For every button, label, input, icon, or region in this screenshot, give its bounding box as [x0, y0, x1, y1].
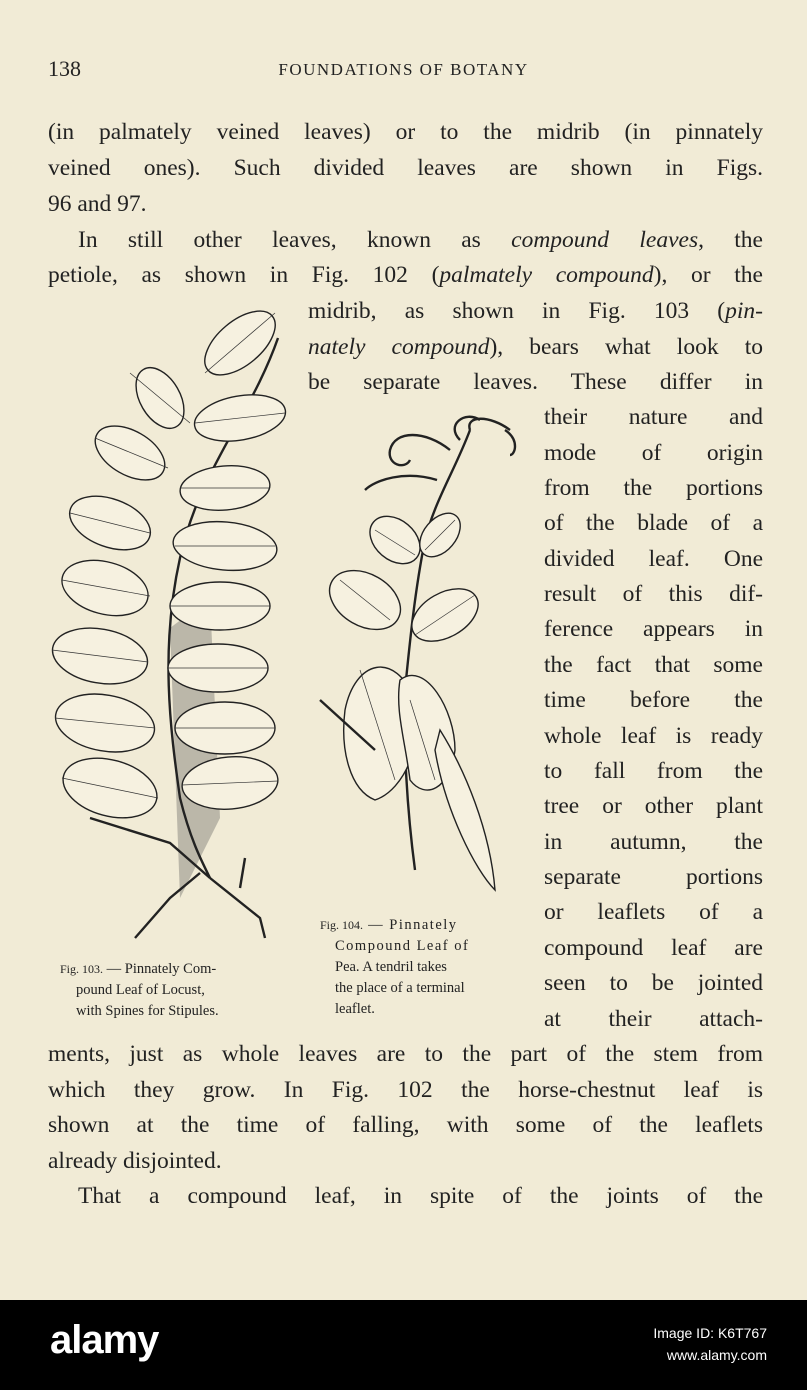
- alamy-logo: alamy: [50, 1318, 159, 1362]
- text-line: ments, just as whole leaves are to the part of the stem from: [48, 1041, 763, 1067]
- fig103-caption-line: pound Leaf of Locust,: [76, 982, 205, 998]
- text-line: of the blade of a: [544, 510, 763, 536]
- fig104-label: Fig. 104.: [320, 918, 364, 932]
- text-line: separate portions: [544, 864, 763, 890]
- text-line: from the portions: [544, 475, 763, 501]
- text-line: 96 and 97.: [48, 191, 147, 217]
- fig104-caption-line: the place of a terminal: [335, 980, 465, 996]
- text-line: shown at the time of falling, with some of the leaflets: [48, 1112, 763, 1138]
- text-line: In still other leaves, known as compound leaves, the: [78, 227, 763, 253]
- text-line: veined ones). Such divided leaves are shown in Figs.: [48, 155, 763, 181]
- text-line: (in palmately veined leaves) or to the midrib (in pinnately: [48, 119, 763, 145]
- page-number: 138: [48, 56, 81, 81]
- text-line: time before the: [544, 687, 763, 713]
- fig103-label: Fig. 103.: [60, 962, 104, 976]
- text-line: nately compound), bears what look to: [308, 334, 763, 360]
- text-line: or leaflets of a: [544, 899, 763, 925]
- text-line: at their attach-: [544, 1006, 763, 1032]
- text-line: ference appears in: [544, 616, 763, 642]
- text-line: their nature and: [544, 404, 763, 430]
- text-line: That a compound leaf, in spite of the joints of the: [78, 1183, 763, 1209]
- text-line: whole leaf is ready: [544, 723, 763, 749]
- fig104-caption-line: Compound Leaf of: [335, 938, 470, 954]
- text-line: in autumn, the: [544, 829, 763, 855]
- text-line: which they grow. In Fig. 102 the horse-chestnut leaf is: [48, 1077, 763, 1103]
- text-line: to fall from the: [544, 758, 763, 784]
- text-line: mode of origin: [544, 440, 763, 466]
- watermark-bar: [0, 1300, 807, 1390]
- pea-leaf-illustration: [315, 410, 525, 910]
- text-line: seen to be jointed: [544, 970, 763, 996]
- fig104-caption-line: Pea. A tendril takes: [335, 959, 447, 975]
- running-title: FOUNDATIONS OF BOTANY: [278, 60, 529, 79]
- text-line: tree or other plant: [544, 793, 763, 819]
- fig104-caption-line: leaflet.: [335, 1001, 375, 1017]
- fig104-caption-line: Fig. 104. — Pinnately: [320, 917, 458, 933]
- image-id: Image ID: K6T767 www.alamy.com: [653, 1325, 767, 1363]
- text-line: divided leaf. One: [544, 546, 763, 572]
- text-line: result of this dif-: [544, 581, 763, 607]
- text-line: the fact that some: [544, 652, 763, 678]
- fig103-caption-line: with Spines for Stipules.: [76, 1003, 219, 1019]
- text-line: be separate leaves. These differ in: [308, 369, 763, 395]
- text-line: midrib, as shown in Fig. 103 (pin-: [308, 298, 763, 324]
- text-line: petiole, as shown in Fig. 102 (palmately compound), or the: [48, 262, 763, 288]
- locust-leaf-illustration: [50, 298, 300, 958]
- text-line: already disjointed.: [48, 1148, 222, 1174]
- fig103-caption-line: Fig. 103. — Pinnately Com-: [60, 961, 217, 977]
- text-line: compound leaf are: [544, 935, 763, 961]
